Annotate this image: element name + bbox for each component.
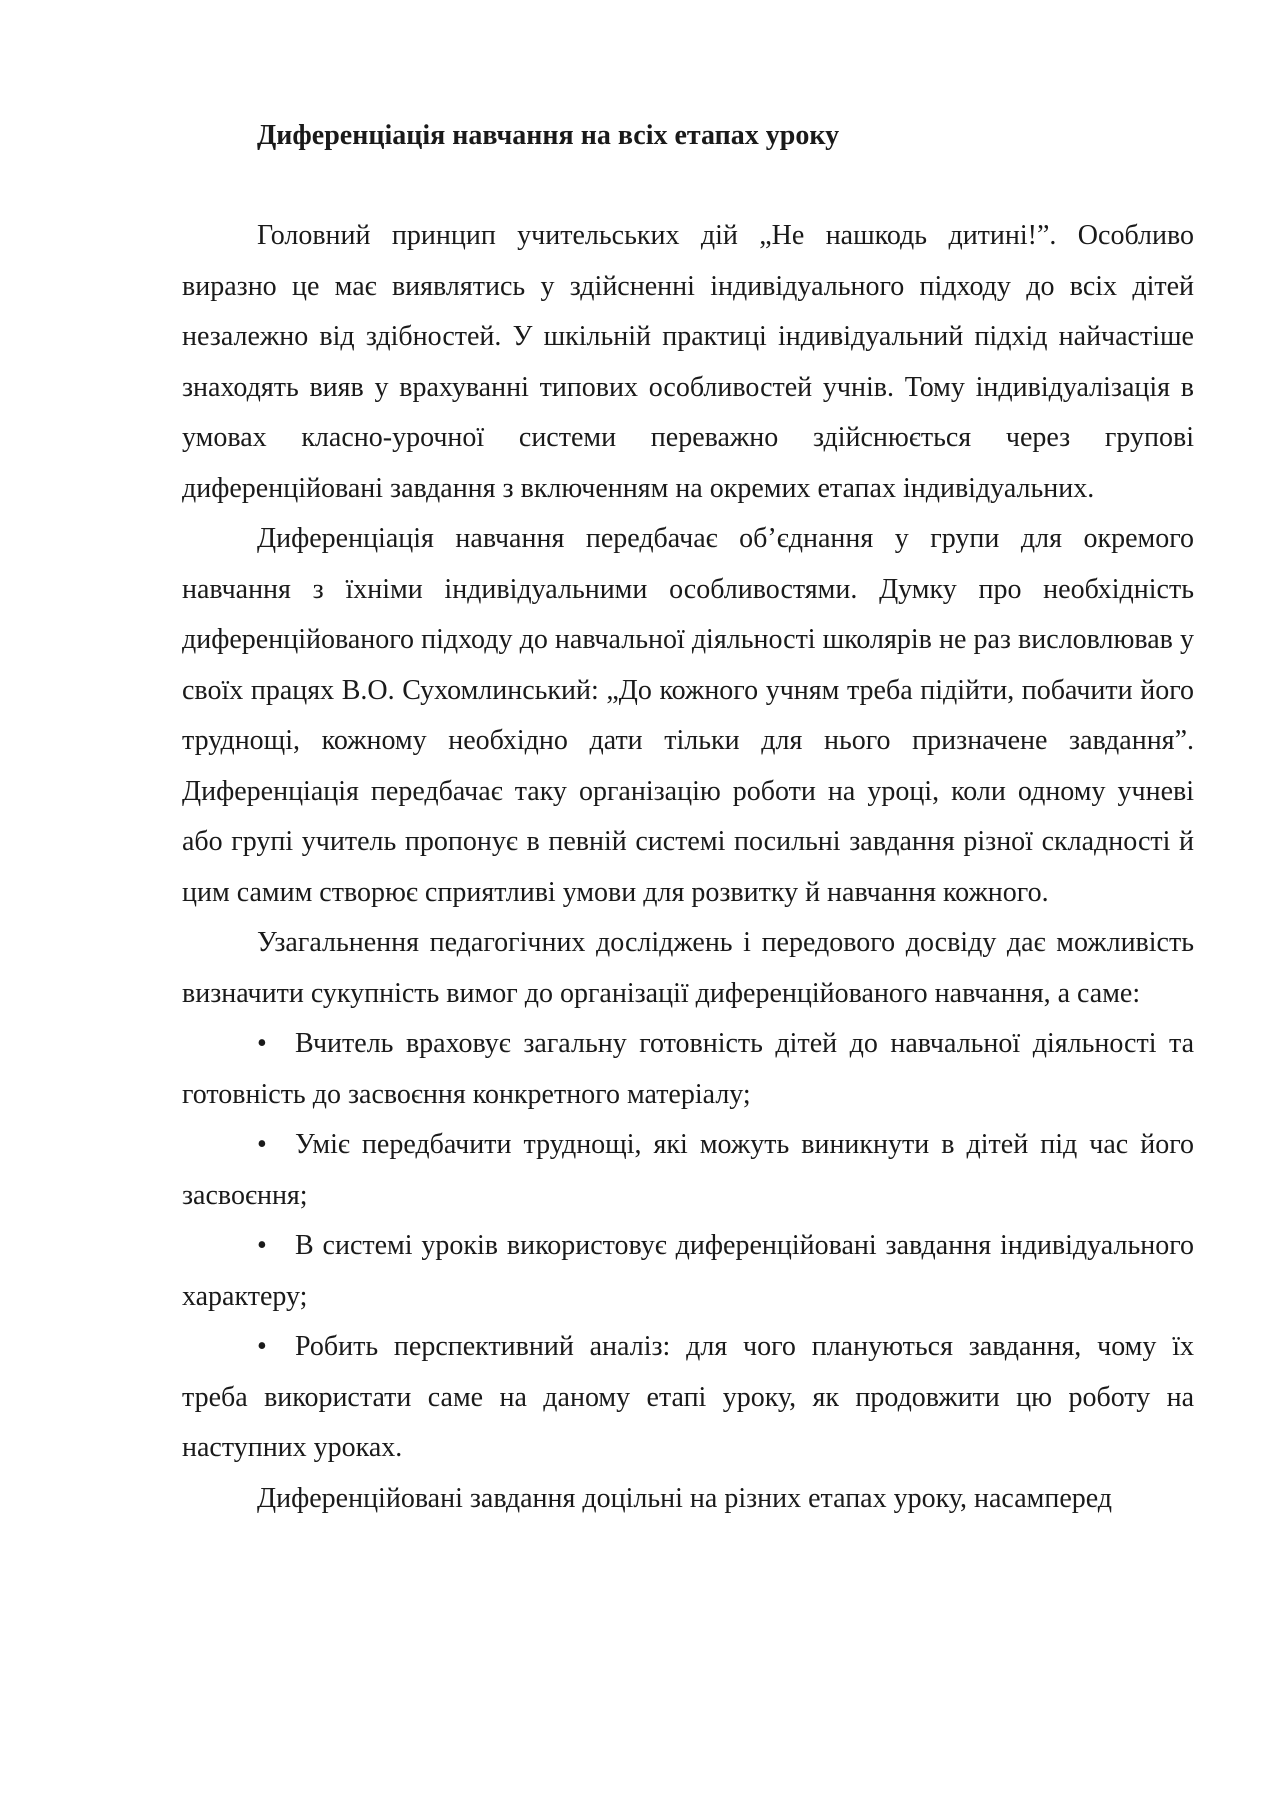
closing-paragraph: Диференційовані завдання доцільні на різних етапах уроку, насамперед [257,1482,1113,1514]
bullet-item-1 [182,1019,1194,1120]
bullet-icon: • [257,1129,267,1160]
bullet-item-2 [182,1120,1194,1221]
bullet-icon: • [257,1230,267,1261]
document-page [182,111,1194,1524]
paragraph-3: Узагальнення педагогічних досліджень і передового досвіду дає можливість визначити сукупність вимог до організації диференційованого навчання, а саме: [182,927,1194,1009]
bullet-text: В системі уроків використовує диференційовані завдання індивідуального характеру; [182,1230,1194,1312]
bullet-text: Уміє передбачити труднощі, які можуть виникнути в дітей під час його засвоєння; [182,1129,1194,1211]
bullet-icon: • [257,1331,267,1362]
bullet-text: Робить перспективний аналіз: для чого плануються завдання, чому їх треба використати саме на даному етапі уроку, як продовжити цю роботу на наступних уроках. [182,1331,1194,1463]
paragraph-2: Диференціація навчання передбачає об’єднання у групи для окремого навчання з їхніми індивідуальними особливостями. Думку про необхідність диференційованого підходу до навчальної діяльності школярів не раз висловлював у своїх працях В.О. Сухомлинський: „До кожного учням треба підійти, побачити його труднощі, кожному необхідно дати тільки для нього призначене завдання”. Диференціація передбачає таку організацію роботи на уроці, коли одному учневі або групі учитель пропонує в певній системі посильні завдання різної складності й цим самим створює сприятливі умови для розвитку й навчання кожного. [182,523,1194,908]
paragraph-1: Головний принцип учительських дій „Не нашкодь дитині!”. Особливо виразно це має виявлятись у здійсненні індивідуального підходу до всіх дітей незалежно від здібностей. У шкільній практиці індивідуальний підхід найчастіше знаходять вияв у врахуванні типових особливостей учнів. Тому індивідуалізація в умовах класно-урочної системи переважно здійснюється через групові диференційовані завдання з включенням на окремих етапах індивідуальних. [182,220,1194,504]
bullet-text: Вчитель враховує загальну готовність дітей до навчальної діяльності та готовність до засвоєння конкретного матеріалу; [182,1028,1194,1110]
bullet-item-3 [182,1221,1194,1322]
bullet-icon: • [257,1028,267,1059]
bullet-item-4 [182,1322,1194,1474]
document-title: Диференціація навчання на всіх етапах уроку [257,120,840,151]
